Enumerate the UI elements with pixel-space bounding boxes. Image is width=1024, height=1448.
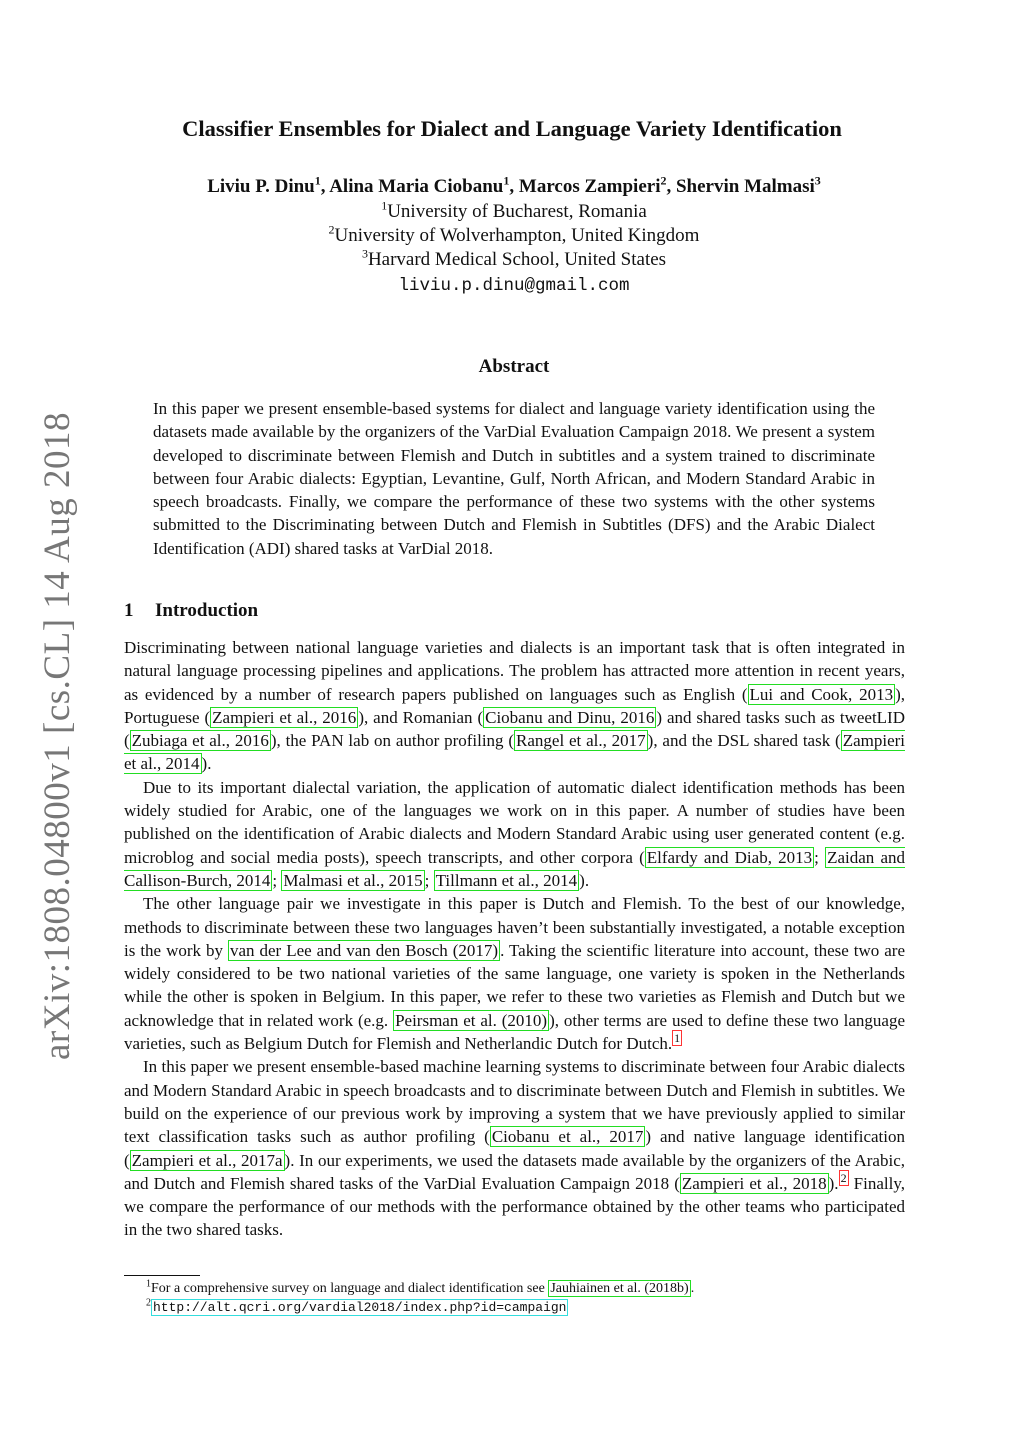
citation-link[interactable]: Jauhiainen et al. (2018b) bbox=[550, 1281, 689, 1296]
abstract-text: In this paper we present ensemble-based systems for dialect and language variety identification using the datasets made available by the organizers of the VarDial Evaluation Campaign 2018. We present a system developed to discriminate between Flemish and Dutch in subtitles and a system trained to discriminate between four Arabic dialects: Egyptian, Levantine, Gulf, North African, and Modern Standard Arabic in speech broadcasts. Finally, we compare the performance of these two systems with the other systems submitted to the Discriminating between Dutch and Flemish in Subtitles (DFS) and the Arabic Dialect Identification (ADI) shared tasks at VarDial 2018. bbox=[153, 399, 875, 558]
contact-email: liviu.p.dinu@gmail.com bbox=[398, 276, 630, 296]
citation-link[interactable]: Peirsman et al. (2010) bbox=[395, 1010, 548, 1030]
citation-link[interactable]: Elfardy and Diab, 2013 bbox=[646, 847, 813, 867]
citation-link[interactable]: Malmasi et al., 2015 bbox=[283, 870, 423, 890]
citation-link[interactable]: Ciobanu and Dinu, 2016 bbox=[485, 707, 655, 727]
section-heading: 1 Introduction bbox=[124, 600, 259, 621]
footnote-marker[interactable]: 1 bbox=[674, 1031, 681, 1046]
citation-link[interactable]: Zampieri et al., 2014 bbox=[124, 731, 905, 774]
author-list: Liviu P. Dinu$^1$, Alina Maria Ciobanu$^1$, Marcos Zampieri$^2$, Shervin Malmasi$^3$ bbox=[207, 173, 821, 197]
footnote-marker[interactable]: 2 bbox=[840, 1171, 847, 1186]
citation-link[interactable]: Zampieri et al., 2018 bbox=[681, 1173, 827, 1193]
paragraph: The other language pair we investigate in this paper is Dutch and Flemish. To the best of our knowledge, methods to discriminate between these two languages haven’t been substantially investigated, a notable exception is the work by van der Lee and van den Bosch (2017) . Taking the scientific literature into account, these two are widely considered to be two national varieties of the same language, one variety is spoken in the Netherlands while the other is spoken in Belgium. In this paper, we refer to these two varieties as Flemish and Dutch but we acknowledge that in related work (e.g. Peirsman et al. (2010) ), other terms are used to define these two language varieties, such as Belgium Dutch for Flemish and Netherlandic Dutch for Dutch. $^1$ bbox=[124, 894, 905, 1054]
citation-link[interactable]: Ciobanu et al., 2017 bbox=[491, 1127, 644, 1147]
author-name: Liviu P. Dinu bbox=[207, 176, 315, 197]
url-link[interactable]: http://alt.qcri.org/vardial2018/index.php?id=campaign bbox=[153, 1300, 567, 1315]
citation-link[interactable]: van der Lee and van den Bosch (2017) bbox=[229, 940, 499, 960]
citation-link[interactable]: Rangel et al., 2017 bbox=[516, 731, 646, 751]
arxiv-identifier: arXiv:1808.04800v1 [cs.CL] 14 Aug 2018 bbox=[37, 412, 78, 1060]
paragraph: Discriminating between national language varieties and dialects is an important task that is often integrated in natural language processing pipelines and applications. The problem has attracted more attention in recent years, as evidenced by a number of research papers published on languages such as English ( Lui and Cook, 2013 ), Portuguese ( Zampieri et al., 2016 ), and Romanian ( Ciobanu and Dinu, 2016 ) and shared tasks such as tweetLID ( Zubiaga et al., 2016 ), the PAN lab on author profiling ( Rangel et al., 2017 ), and the DSL shared task ( Zampieri et al., 2014 ). bbox=[124, 638, 905, 774]
citation-link[interactable]: Zaidan and Callison-Burch, 2014 bbox=[124, 847, 905, 890]
paragraph: In this paper we present ensemble-based machine learning systems to discriminate between four Arabic dialects and Modern Standard Arabic in speech broadcasts and to discriminate between Dutch and Flemish in subtitles. We build on the experience of our previous work by improving a system that we have previously applied to similar text classification tasks such as author profiling ( Ciobanu et al., 2017 ) and native language identification ( Zampieri et al., 2017a ). In our experiments, we used the datasets made available by the organizers of the Arabic, and Dutch and Flemish shared tasks of the VarDial Evaluation Campaign 2018 ( Zampieri et al., 2018 ). $^2$ Finally, we compare the performance of our methods with the performance obtained by the other teams who participated in the two shared tasks. bbox=[124, 1057, 905, 1240]
affiliation-3: $^3$Harvard Medical School, United States bbox=[361, 246, 667, 270]
author-name: Alina Maria Ciobanu bbox=[329, 176, 504, 197]
affiliation-2: $^2$University of Wolverhampton, United Kingdom bbox=[328, 222, 700, 246]
author-name: Shervin Malmasi bbox=[675, 176, 815, 197]
footnote-2: $^2$ http://alt.qcri.org/vardial2018/index.php?id=campaign bbox=[146, 1297, 567, 1315]
paper-title: Classifier Ensembles for Dialect and Language Variety Identification bbox=[182, 116, 842, 141]
author-name: Marcos Zampieri bbox=[518, 176, 661, 197]
citation-link[interactable]: Zampieri et al., 2016 bbox=[212, 707, 357, 727]
affiliation-1: $^1$University of Bucharest, Romania bbox=[381, 198, 647, 222]
paragraph: Due to its important dialectal variation, the application of automatic dialect identification methods has been widely studied for Arabic, one of the languages we work on in this paper. A number of studies have been published on the identification of Arabic dialects and Modern Standard Arabic using user generated content (e.g. microblog and social media posts), speech transcripts, and other corpora ( Elfardy and Diab, 2013 ; Zaidan and Callison-Burch, 2014 ; Malmasi et al., 2015 ; Tillmann et al., 2014 ). bbox=[124, 777, 905, 890]
citation-link[interactable]: Zampieri et al., 2017a bbox=[131, 1150, 283, 1170]
body-text bbox=[124, 636, 905, 1242]
citation-link[interactable]: Lui and Cook, 2013 bbox=[749, 684, 894, 704]
citation-link[interactable]: Tillmann et al., 2014 bbox=[435, 870, 578, 890]
citation-link[interactable]: Zubiaga et al., 2016 bbox=[131, 731, 269, 751]
footnote-divider bbox=[124, 1275, 200, 1276]
footnote-1: $^1$For a comprehensive survey on language and dialect identification see Jauhiainen et al. (2018b) . bbox=[146, 1278, 695, 1296]
abstract-heading: Abstract bbox=[478, 356, 550, 377]
